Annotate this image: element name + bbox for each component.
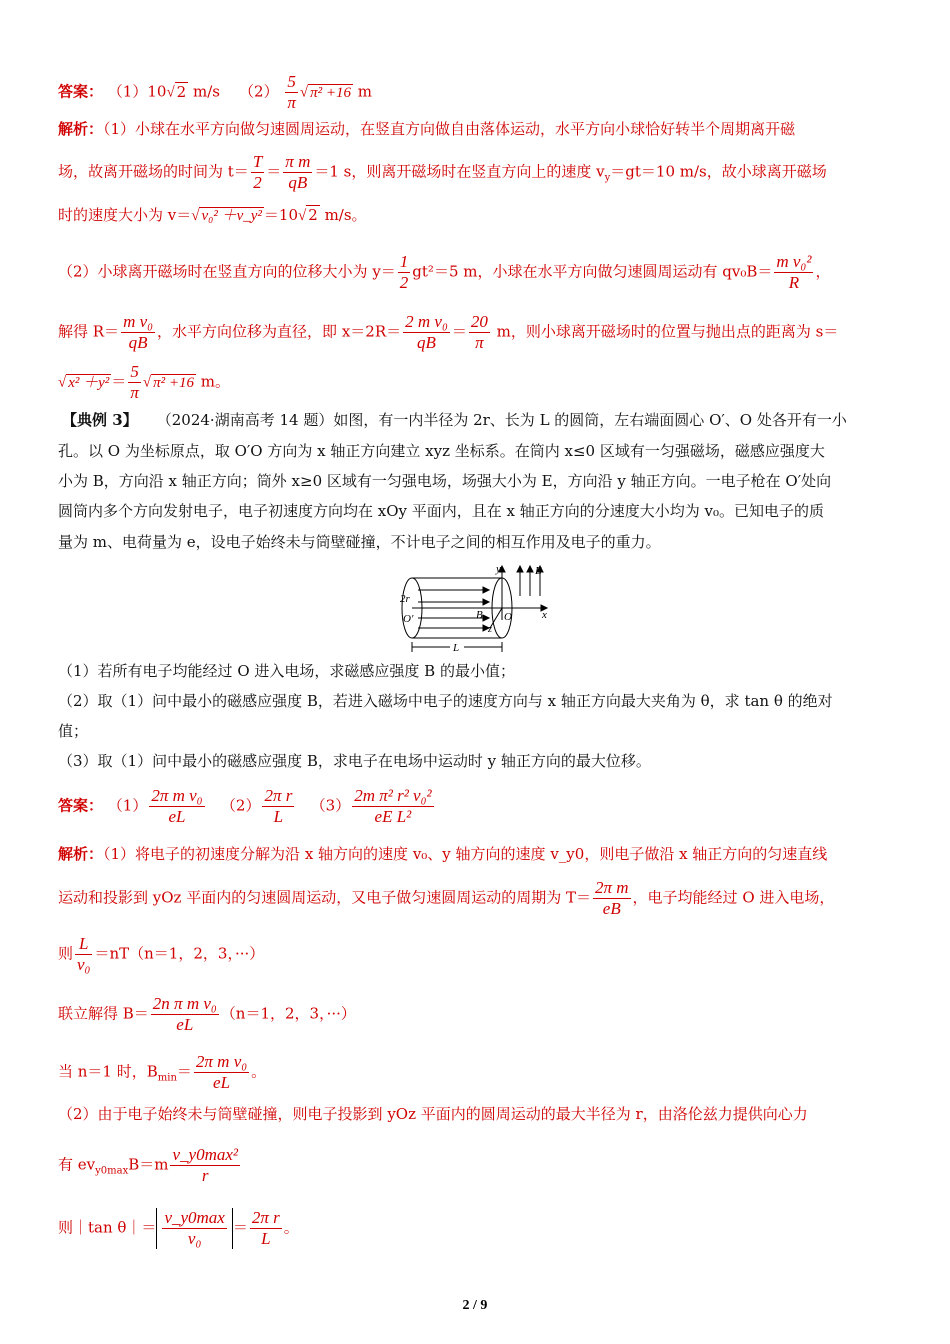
- explanation-label: 解析：: [58, 845, 104, 863]
- problem-line-3: [58, 470, 831, 492]
- fraction: $\frac{\text{m v₀²}}{R}$: [776, 252, 812, 292]
- example-title: 【典例 3】: [62, 411, 138, 429]
- text: ＝10: [263, 206, 299, 224]
- fig-label-Oprime: O′: [403, 613, 414, 625]
- explanation2-line-1: [58, 843, 827, 865]
- answer-line-2: [58, 786, 436, 827]
- text: ＝gt＝10 m/s，故小球离开磁场: [610, 162, 827, 181]
- fraction: $\frac{v\_y0\max}{\text{v₀}}$: [164, 1208, 225, 1248]
- fraction: $\frac{\text{2π r}}{L}$: [264, 786, 293, 826]
- fraction: $\frac{L}{\text{v₀}}$: [77, 934, 91, 974]
- fraction: $\frac{\text{m v₀}}{qB}$: [123, 312, 154, 352]
- text: 则｜tan θ｜＝: [58, 1218, 157, 1237]
- subscript: min: [157, 1072, 177, 1084]
- fraction: $\frac{5}{\pi}$: [287, 72, 296, 112]
- answer-part1: （1）10: [107, 82, 167, 101]
- fraction: $\frac{T}{2}$: [252, 152, 263, 192]
- fraction: $\frac{\text{2 m v₀}}{qB}$: [405, 312, 448, 352]
- explanation-line-6: √ x² ＋y² ＝ $\frac{5}{\pi}$ √ π² +16 m。: [58, 362, 230, 402]
- unit: m/s: [188, 82, 220, 101]
- example-title-line: [62, 409, 847, 431]
- text: 联立解得 B＝: [58, 1004, 149, 1023]
- unit: m: [353, 82, 373, 101]
- explanation2-line-2: [58, 878, 834, 919]
- radicand: 2: [176, 82, 187, 101]
- question-text: （2）取（1）问中最小的磁感应强度 B，若进入磁场中电子的速度方向与 x 轴正方向最大夹角为 θ，求 tan θ 的绝对: [58, 692, 833, 710]
- fig-label-B: B: [476, 609, 483, 621]
- text: ＝nT（n＝1，2，3，···）: [94, 944, 265, 963]
- answer-label: 答案：: [58, 82, 104, 101]
- radicand: 2: [308, 206, 318, 224]
- problem-line-2: [58, 440, 825, 462]
- answer-line-1: [58, 72, 372, 113]
- radicand: π² +16: [153, 374, 194, 391]
- text: （n＝1，2，3，···）: [220, 1004, 356, 1023]
- problem-text: 小为 B，方向沿 x 轴正方向；筒外 x≥0 区域有一匀强电场，场强大小为 E，方向沿 y 轴正方向。一电子枪在 O′处向: [58, 472, 832, 490]
- text: ＝: [111, 372, 127, 391]
- text: 则: [58, 944, 74, 963]
- text: （2）由于电子始终未与筒壁碰撞，则电子投影到 yOz 平面内的圆周运动的最大半径为 r，由洛伦兹力提供向心力: [58, 1105, 808, 1123]
- explanation-line-4: [58, 252, 830, 293]
- explanation-line-2: 场，故离开磁场的时间为 t＝ $\frac{T}{2}$ ＝ $\frac{\text{π m}}{qB}$ ＝1 s，则离开磁场时在竖直方向上的速度 $v_y=gt=10$ m/s，故小球离开磁场: [58, 152, 827, 192]
- fig-label-z: z: [488, 624, 492, 635]
- text: 。: [283, 1218, 299, 1237]
- fig-label-L: L: [453, 642, 460, 654]
- text: （2）小球离开磁场时在竖直方向的位移大小为 y＝: [58, 262, 396, 281]
- question-3: [58, 750, 651, 772]
- answer-part2: （2）: [239, 82, 279, 101]
- question-2: [58, 690, 833, 712]
- radicand: π² +16: [310, 84, 352, 101]
- explanation2-line-7: [58, 1145, 242, 1186]
- fraction: $\frac{1}{2}$: [399, 252, 409, 292]
- fraction: $\frac{\text{2π m v₀}}{eL}$: [195, 1052, 248, 1092]
- text: 。: [251, 1062, 267, 1081]
- fraction: $\frac{\text{2m π² r² v₀²}}{\text{eE L²}}$: [354, 786, 432, 826]
- example-source: （2024·湖南高考 14 题）: [156, 411, 334, 429]
- fig-label-O: O: [504, 611, 512, 623]
- text: 解得 R＝: [58, 322, 120, 341]
- text: m，则小球离开磁场时的位置与抛出点的距离为 s＝: [491, 322, 839, 341]
- text: ＝: [451, 322, 467, 341]
- fig-label-E: E: [535, 565, 542, 577]
- text: （2）: [220, 796, 261, 815]
- text: （1）小球在水平方向做匀速圆周运动，在竖直方向做自由落体运动，水平方向小球恰好转半个周期离开磁: [103, 120, 796, 138]
- question-1: [58, 660, 515, 682]
- text: 场，故离开磁场的时间为 t＝: [58, 162, 249, 181]
- fraction: $\frac{\text{2π r}}{L}$: [251, 1208, 280, 1248]
- text: m。: [195, 372, 230, 391]
- page-number: 2 / 9: [462, 1298, 488, 1313]
- cylinder-figure: [392, 560, 562, 660]
- sqrt-sign: √: [166, 84, 175, 101]
- absolute-value: [156, 1208, 232, 1249]
- fig-label-y: y: [496, 563, 501, 575]
- text: 运动和投影到 yOz 平面内的匀速圆周运动，又电子做匀速圆周运动的周期为 T＝: [58, 888, 591, 907]
- fraction: $\frac{\text{v\_y0max²}}{r}$: [172, 1145, 238, 1185]
- problem-text: 圆筒内多个方向发射电子，电子初速度方向均在 xOy 平面内，且在 x 轴正方向的分速度大小均为 v₀。已知电子的质: [58, 502, 825, 520]
- fraction: $\frac{\text{π m}}{qB}$: [285, 152, 311, 192]
- fraction: $\frac{5}{\pi}$: [130, 362, 139, 402]
- text: （1）: [107, 796, 148, 815]
- explanation2-line-3: [58, 934, 264, 975]
- problem-text: 孔。以 O 为坐标原点，取 O′O 方向为 x 轴正方向建立 xyz 坐标系。在筒内 x≤0 区域有一匀强磁场，磁感应强度大: [58, 442, 825, 460]
- text: 时的速度大小为 v＝: [58, 206, 192, 224]
- fig-label-2r: 2r: [400, 593, 410, 605]
- explanation2-line-5: [58, 1052, 266, 1093]
- problem-text: 量为 m、电荷量为 e，设电子始终未与筒壁碰撞，不计电子之间的相互作用及电子的重力。: [58, 533, 661, 551]
- text: 当 n＝1 时，B: [58, 1062, 158, 1081]
- question-text: （3）取（1）问中最小的磁感应强度 B，求电子在电场中运动时 y 轴正方向的最大位移。: [58, 752, 651, 770]
- explanation-line-3: 时的速度大小为 v＝√ v₀² ＋v_y² ＝10√ 2 m/s。: [58, 206, 367, 224]
- question-text: 值；: [58, 722, 89, 740]
- subscript: y0max: [95, 1165, 129, 1177]
- text: m/s。: [319, 206, 367, 224]
- explanation-label: 解析：: [58, 120, 104, 138]
- sqrt-sign: √: [299, 84, 309, 101]
- text: （1）将电子的初速度分解为沿 x 轴方向的速度 v₀、y 轴方向的速度 v_y0，则电子做沿 x 轴正方向的匀速直线: [103, 845, 828, 863]
- explanation2-line-4: [58, 994, 356, 1035]
- text: ＝1 s，则离开磁场时在竖直方向上的速度 v: [314, 162, 605, 181]
- problem-text: 如图，有一内半径为 2r、长为 L 的圆筒，左右端面圆心 O′、O 处各开有一小: [333, 411, 847, 429]
- text: ，电子均能经过 O 进入电场，: [632, 888, 835, 907]
- text: ＝: [176, 1062, 192, 1081]
- explanation-line-1: [58, 118, 795, 140]
- fraction: $\frac{20}{\pi}$: [470, 312, 488, 352]
- text: ＝: [232, 1218, 248, 1237]
- text: （3）: [310, 796, 351, 815]
- explanation-line-5: [58, 312, 838, 353]
- fraction: $\frac{\text{2π m v₀}}{eL}$: [151, 786, 203, 826]
- explanation2-line-6: [58, 1103, 808, 1125]
- fig-label-x: x: [542, 609, 547, 621]
- answer-label: 答案：: [58, 796, 104, 815]
- text: 有 ev: [58, 1155, 96, 1174]
- question-text: （1）若所有电子均能经过 O 进入电场，求磁感应强度 B 的最小值；: [58, 662, 515, 680]
- radicand: v₀² ＋v_y²: [201, 208, 262, 224]
- explanation2-line-8: [58, 1208, 299, 1249]
- question-2-cont: [58, 720, 88, 742]
- text: ，水平方向位移为直径，即 x＝2R＝: [157, 322, 402, 341]
- text: gt²＝5 m，小球在水平方向做匀速圆周运动有 qv₀B＝: [412, 262, 773, 281]
- radicand: x² ＋y²: [68, 374, 110, 391]
- problem-line-5: [58, 531, 661, 553]
- fraction: $\frac{\text{2n π m v₀}}{eL}$: [152, 994, 217, 1034]
- text: B＝m: [128, 1155, 169, 1174]
- fraction: $\frac{\text{2π m}}{eB}$: [595, 878, 629, 918]
- text: ，: [815, 262, 831, 281]
- problem-line-4: [58, 500, 824, 522]
